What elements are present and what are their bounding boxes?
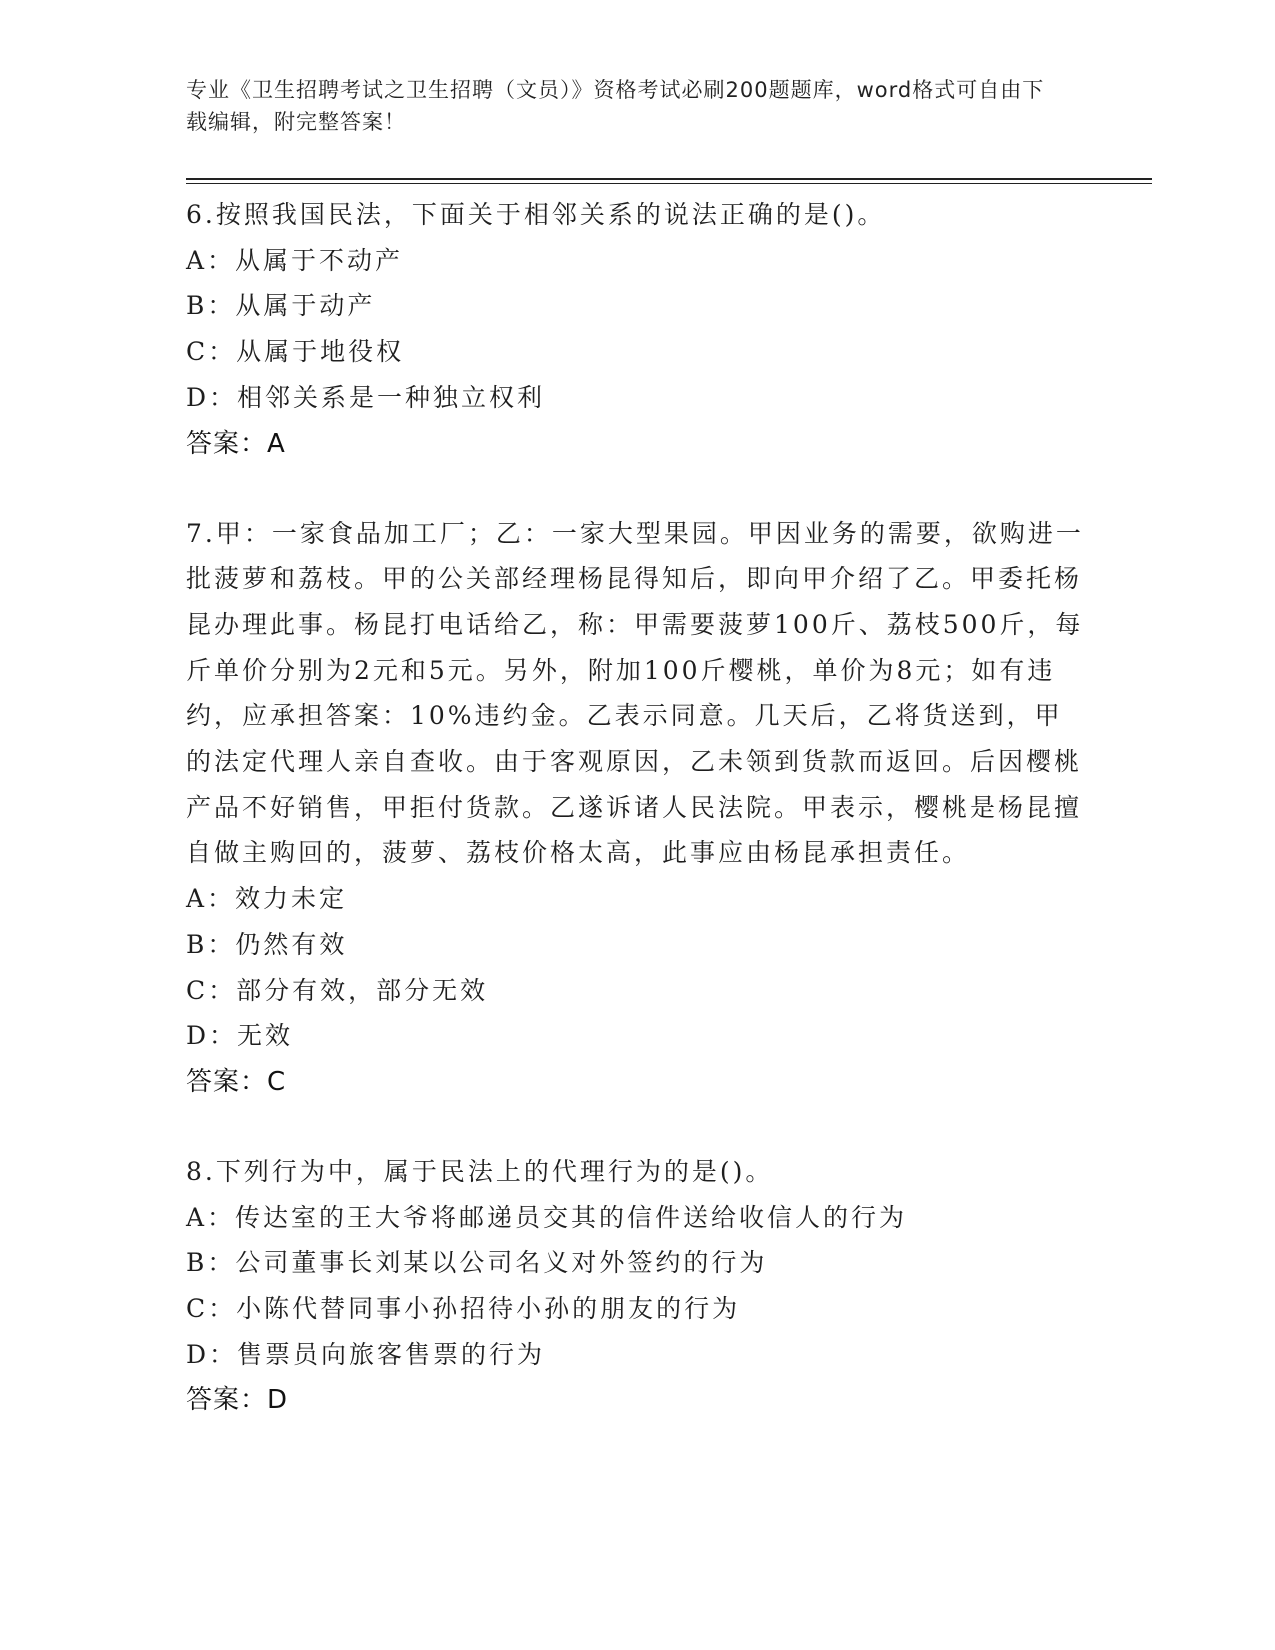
option-d: D：售票员向旅客售票的行为 [186, 1339, 546, 1369]
question-list [186, 192, 1086, 1467]
option-a: A：传达室的王大爷将邮递员交其的信件送给收信人的行为 [186, 1202, 908, 1232]
question-8 [186, 1149, 1086, 1424]
question-6 [186, 192, 1086, 467]
question-stem: 6.按照我国民法，下面关于相邻关系的说法正确的是()。 [186, 200, 886, 229]
question-stem: 8.下列行为中，属于民法上的代理行为的是()。 [186, 1156, 774, 1186]
header-divider-thin [186, 183, 1152, 184]
option-c: C：从属于地役权 [186, 337, 405, 367]
option-a: A：从属于不动产 [186, 245, 404, 275]
option-c: C：小陈代替同事小孙招待小孙的朋友的行为 [186, 1294, 741, 1324]
option-a: A：效力未定 [186, 884, 348, 914]
document-header: 专业《卫生招聘考试之卫生招聘（文员）》资格考试必刷200题题库，word格式可自由下载编辑，附完整答案！ [186, 78, 1045, 134]
option-d: D：相邻关系是一种独立权利 [186, 382, 546, 412]
answer-line: 答案：D [186, 1385, 289, 1416]
question-stem: 7.甲：一家食品加工厂；乙：一家大型果园。甲因业务的需要，欲购进一批菠萝和荔枝。甲的公关部经理杨昆得知后，即向甲介绍了乙。甲委托杨昆办理此事。杨昆打电话给乙，称：甲需要菠萝100斤、荔枝500斤，每斤单价分别为2元和5元。另外，附加100斤樱桃，单价为8元；如有违约，应承担答案：10%违约金。乙表示同意。几天后，乙将货送到，甲的法定代理人亲自查收。由于客观原因，乙未领到货款而返回。后因樱桃产品不好销售，甲拒付货款。乙遂诉诸人民法院。甲表示，樱桃是杨昆擅自做主购回的，菠萝、荔枝价格太高，此事应由杨昆承担责任。 [186, 518, 1084, 868]
option-b: B：从属于动产 [186, 291, 376, 321]
question-7 [186, 511, 1086, 1105]
option-b: B：公司董事长刘某以公司名义对外签约的行为 [186, 1248, 768, 1278]
answer-line: 答案：A [186, 428, 286, 459]
option-d: D：无效 [186, 1021, 294, 1051]
answer-line: 答案：C [186, 1066, 287, 1097]
option-b: B：仍然有效 [186, 929, 348, 959]
header-divider-thick [186, 178, 1152, 180]
option-c: C：部分有效，部分无效 [186, 975, 489, 1005]
